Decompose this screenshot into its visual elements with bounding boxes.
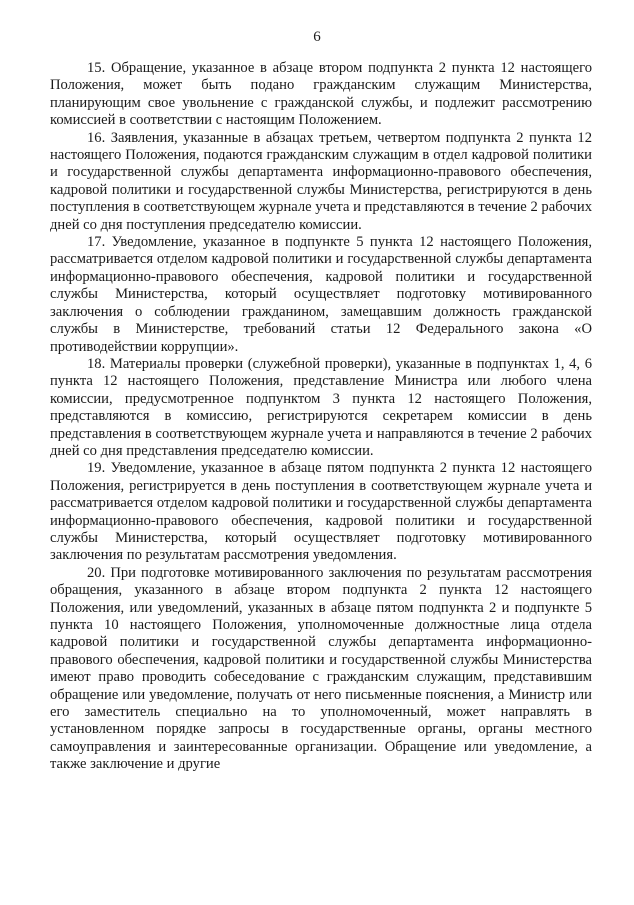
paragraph-18: 18. Материалы проверки (служебной проверки), указанные в подпунктах 1, 4, 6 пункта 12 настоящего Положения, представление Министра или любого члена комиссии, предусмотренное подпунктом 3 пункта 12 настоящего Положения, представляются в комиссию, регистрируются секретарем комиссии в день представления в соответствующем журнале учета и направляются в течение 2 рабочих дней со дня представления председателю комиссии. [50,355,592,459]
paragraph-16: 16. Заявления, указанные в абзацах третьем, четвертом подпункта 2 пункта 12 настоящего Положения, подаются гражданским служащим в отдел кадровой политики и государственной службы департамента информационно-правового обеспечения, кадровой политики и государственной службы Министерства, регистрируются в день поступления в соответствующем журнале учета и представляются в течение 2 рабочих дней со дня поступления председателю комиссии. [50,129,592,233]
page-number: 6 [313,29,321,45]
paragraph-20: 20. При подготовке мотивированного заключения по результатам рассмотрения обращения, указанного в абзаце втором подпункта 2 пункта 12 настоящего Положения, или уведомлений, указанных в абзаце пятом подпункта 2 и подпункте 5 пункта 10 настоящего Положения, уполномоченные должностные лица отдела кадровой политики и государственной службы департамента информационно-правового обеспечения, кадровой политики и государственной службы Министерства имеют право проводить собеседование с гражданским служащим, представившим обращение или уведомление, получать от него письменные пояснения, а Министр или его заместитель специально на то уполномоченный, может направлять в установленном порядке запросы в государственные органы, органы местного самоуправления и заинтересованные организации. Обращение или уведомление, а также заключение и другие [50,564,592,773]
paragraph-15: 15. Обращение, указанное в абзаце втором подпункта 2 пункта 12 настоящего Положения, может быть подано гражданским служащим Министерства, планирующим свое увольнение с гражданской службы, и подлежит рассмотрению комиссией в соответствии с настоящим Положением. [50,60,592,129]
paragraph-19: 19. Уведомление, указанное в абзаце пятом подпункта 2 пункта 12 настоящего Положения, регистрируется в день поступления в соответствующем журнале учета и рассматривается отделом кадровой политики и государственной службы департамента информационно-правового обеспечения, кадровой политики и государственной службы Министерства, который осуществляет подготовку мотивированного заключения по результатам рассмотрения уведомления. [50,460,592,564]
paragraph-17: 17. Уведомление, указанное в подпункте 5 пункта 12 настоящего Положения, рассматривается отделом кадровой политики и государственной службы департамента информационно-правового обеспечения, кадровой политики и государственной службы Министерства, который осуществляет подготовку мотивированного заключения о соблюдении гражданином, замещавшим должность гражданской службы в Министерстве, требований статьи 12 Федерального закона «О противодействии коррупции». [50,234,592,355]
document-body [50,60,592,774]
